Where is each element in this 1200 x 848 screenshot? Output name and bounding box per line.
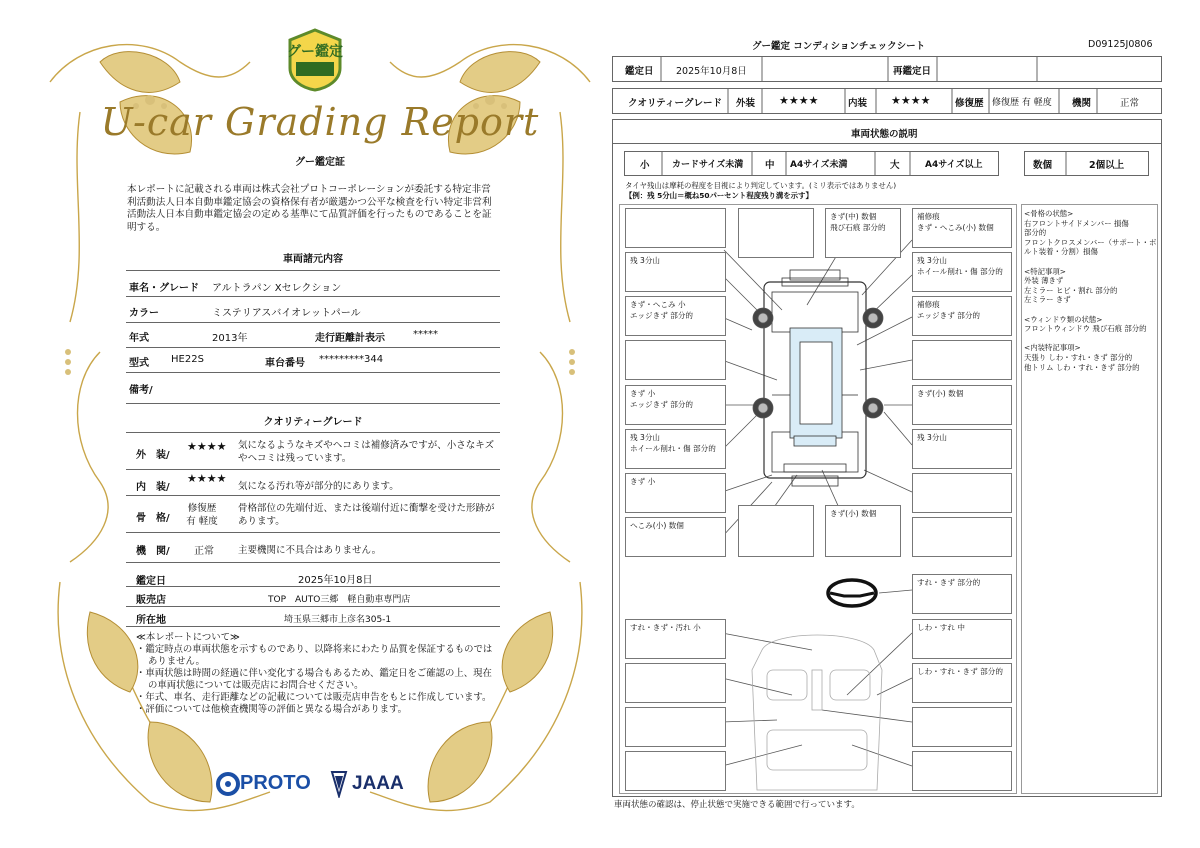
proto-logo-text: PROTO bbox=[240, 772, 311, 794]
quality-label: 外 装/ bbox=[136, 450, 170, 461]
remarks-line: 部分的 bbox=[1024, 228, 1047, 238]
frame-desc: 骨格部位の先端付近、または後端付近に衝撃を受けた形跡があります。 bbox=[238, 503, 495, 527]
engine-value: 正常 bbox=[1120, 98, 1140, 109]
interior-stars: ★★★★ bbox=[187, 472, 227, 485]
callout-box bbox=[625, 707, 726, 747]
callout-box bbox=[738, 505, 814, 557]
callout-box: きず・へこみ 小 エッジきず 部分的 bbox=[625, 296, 726, 336]
callout-box: きず 小 エッジきず 部分的 bbox=[625, 385, 726, 425]
remarks-line: <内装特記事項> bbox=[1024, 343, 1081, 353]
goo-appraisal-badge-icon bbox=[286, 28, 344, 92]
jaaa-logo-text: JAAA bbox=[352, 773, 404, 794]
callout-box: 補修痕 きず・へこみ(小) 数個 bbox=[912, 208, 1012, 248]
checksheet-title: グー鑑定 コンディションチェックシート bbox=[752, 41, 926, 52]
remarks-line: フロントウィンドウ 飛び石痕 部分的 bbox=[1024, 324, 1147, 334]
callout-box: 残 3分山 bbox=[625, 252, 726, 292]
color-value: ミステリアスバイオレットパール bbox=[212, 308, 361, 319]
color-label: カラー bbox=[129, 308, 159, 319]
exterior-label: 外装 bbox=[736, 98, 756, 109]
remarks-line: 右フロントサイドメンバー 損傷 bbox=[1024, 218, 1129, 228]
callout-box: 残 3分山 ホイール削れ・傷 部分的 bbox=[912, 252, 1012, 292]
remarks-line: <特記事項> bbox=[1024, 266, 1066, 276]
divider bbox=[612, 143, 1162, 144]
callout-box: きず(小) 数個 bbox=[825, 505, 901, 557]
remarks-line: 天張り しわ・すれ・きず 部分的 bbox=[1024, 352, 1133, 362]
callout-box: 補修痕 エッジきず 部分的 bbox=[912, 296, 1012, 336]
certificate-heading: グー鑑定証 bbox=[295, 157, 345, 168]
remarks-line: 外装 薄きず bbox=[1024, 276, 1064, 286]
vehicle-heading: 車両諸元内容 bbox=[283, 254, 343, 265]
report-title: U-car Grading Report bbox=[100, 100, 540, 144]
remarks-line: <ウィンドウ類の状態> bbox=[1024, 314, 1103, 324]
remarks-line: 左ミラー ヒビ・割れ 部分的 bbox=[1024, 285, 1118, 295]
address-label: 所在地 bbox=[136, 615, 166, 626]
callout-box bbox=[625, 340, 726, 380]
remarks-line bbox=[1024, 257, 1162, 267]
size-medium-label: 中 bbox=[765, 160, 775, 171]
size-medium-desc: A4サイズ未満 bbox=[790, 160, 848, 170]
notes bbox=[136, 632, 496, 716]
vehicle-name-value: アルトラパン Xセレクション bbox=[212, 283, 342, 294]
tire-note-example: 【例：残 5分山＝概ね50パーセント程度残り溝を示す】 bbox=[625, 191, 813, 200]
divider bbox=[126, 606, 500, 607]
exterior-desc: 気になるようなキズやヘコミは補修済みですが、小さなキズやヘコミは残っています。 bbox=[238, 440, 495, 464]
proto-logo-icon bbox=[216, 772, 240, 796]
year-label: 年式 bbox=[129, 333, 149, 344]
remarks-line: 左ミラー きず bbox=[1024, 295, 1071, 305]
callout-box: きず(小) 数個 bbox=[912, 385, 1012, 425]
repair-value: 修復歴 有 軽度 bbox=[992, 98, 1052, 108]
footer-logos bbox=[216, 770, 476, 800]
callout-box: すれ・きず・汚れ 小 bbox=[625, 619, 726, 659]
callout-box: きず(中) 数個 飛び石痕 部分的 bbox=[825, 208, 901, 258]
remarks-label: 備考/ bbox=[129, 385, 153, 396]
size-small-label: 小 bbox=[640, 160, 650, 171]
callout-box bbox=[738, 208, 814, 258]
certificate-text: 本レポートに記載される車両は株式会社プロトコーポレーションが委託する特定非営利活動法人日本自動車鑑定協会の資格保有者が厳選かつ公平な検査を行い特定非営利活動法人日本自動車鑑定協会の定める基準にて品質評価を行ったものであることを証明する。 bbox=[127, 184, 492, 233]
remarks-line bbox=[1024, 305, 1162, 315]
callout-box bbox=[625, 663, 726, 703]
vehicle-name-label: 車名・グレード bbox=[129, 283, 199, 294]
quality-label: 機 関/ bbox=[136, 546, 170, 557]
remarks-line: フロントクロスメンバー（サポート・ボルト装着・分割）損傷 bbox=[1024, 237, 1157, 257]
tire-note: タイヤ残山は摩耗の程度を目視により判定しています。(ミリ表示ではありません) bbox=[625, 181, 897, 190]
callout-box: きず 小 bbox=[625, 473, 726, 513]
appraisal-date-label: 鑑定日 bbox=[136, 576, 166, 587]
remarks-line bbox=[1024, 334, 1162, 344]
shop-name: TOP AUTO三郷 軽自動車専門店 bbox=[268, 595, 411, 605]
jaaa-logo-icon bbox=[328, 770, 350, 798]
callout-box bbox=[912, 751, 1012, 791]
note-item: ・鑑定時点の車両状態を示すものであり、以降将来にわたり品質を保証するものではありません。 bbox=[136, 644, 493, 667]
quality-label: 骨 格/ bbox=[136, 513, 170, 524]
reappraisal-label: 再鑑定日 bbox=[893, 66, 932, 77]
appraisal-date: 2025年10月8日 bbox=[298, 575, 373, 586]
note-item: ・評価については他検査機関等の評価と異なる場合があります。 bbox=[136, 704, 407, 715]
mileage-label: 走行距離計表示 bbox=[315, 333, 385, 344]
grading-report-certificate bbox=[40, 22, 600, 832]
year-value: 2013年 bbox=[212, 333, 248, 344]
divider bbox=[126, 347, 500, 348]
callout-box: 残 3分山 ホイール削れ・傷 部分的 bbox=[625, 429, 726, 469]
model-value: HE22S bbox=[171, 354, 204, 365]
divider bbox=[126, 372, 500, 373]
exterior-stars: ★★★★ bbox=[187, 440, 227, 453]
exterior-stars: ★★★★ bbox=[779, 94, 819, 107]
footer-note: 車両状態の確認は、停止状態で実施できる範囲で行っています。 bbox=[614, 800, 860, 810]
note-item: ・車両状態は時間の経過に伴い変化する場合もあるため、鑑定日をご確認の上、現在の車両状態については販売店にお問合せください。 bbox=[136, 668, 492, 691]
quality-label: 内 装/ bbox=[136, 482, 170, 493]
model-label: 型式 bbox=[129, 358, 149, 369]
interior-label: 内装 bbox=[848, 98, 868, 109]
address: 埼玉県三郷市上彦名305-1 bbox=[284, 615, 392, 625]
size-large-label: 大 bbox=[890, 160, 900, 171]
divider bbox=[126, 296, 500, 297]
document-id: D09125J0806 bbox=[1088, 39, 1153, 50]
date-value: 2025年10月8日 bbox=[676, 66, 747, 77]
callout-box bbox=[912, 473, 1012, 513]
interior-desc: 気になる汚れ等が部分的にあります。 bbox=[238, 481, 399, 492]
callout-box bbox=[912, 340, 1012, 380]
callout-box bbox=[625, 208, 726, 248]
divider bbox=[126, 432, 500, 433]
divider bbox=[126, 586, 500, 587]
grade-label: クオリティーグレード bbox=[628, 98, 723, 109]
remarks-line: 他トリム しわ・すれ・きず 部分的 bbox=[1024, 362, 1140, 372]
count-desc: 2個以上 bbox=[1089, 160, 1125, 171]
size-large-desc: A4サイズ以上 bbox=[925, 160, 983, 170]
count-label: 数個 bbox=[1033, 160, 1053, 171]
remarks-line: <骨格の状態> bbox=[1024, 209, 1074, 218]
engine-value: 正常 bbox=[194, 546, 214, 557]
callout-box: しわ・すれ・きず 部分的 bbox=[912, 663, 1012, 703]
callout-box bbox=[912, 707, 1012, 747]
callout-box bbox=[912, 517, 1012, 557]
date-label: 鑑定日 bbox=[625, 66, 654, 77]
interior-stars: ★★★★ bbox=[891, 94, 931, 107]
repair-label: 修復歴 bbox=[955, 98, 984, 109]
divider bbox=[126, 562, 500, 563]
chassis-label: 車台番号 bbox=[265, 358, 305, 369]
mileage-value: ***** bbox=[413, 329, 438, 340]
divider bbox=[126, 403, 500, 404]
badge-logo-text: グー鑑定 bbox=[287, 44, 343, 60]
callout-box bbox=[625, 751, 726, 791]
frame-value: 修復歴 有 軽度 bbox=[186, 503, 218, 527]
divider bbox=[126, 469, 500, 470]
note-item: ・年式、車名、走行距離などの記載については販売店申告をもとに作成しています。 bbox=[136, 692, 492, 703]
size-small-desc: カードサイズ未満 bbox=[672, 160, 744, 170]
divider bbox=[126, 495, 500, 496]
engine-label: 機関 bbox=[1072, 98, 1092, 109]
divider bbox=[126, 270, 500, 271]
condition-heading: 車両状態の説明 bbox=[851, 129, 918, 140]
divider bbox=[126, 626, 500, 627]
shop-label: 販売店 bbox=[136, 595, 166, 606]
divider bbox=[126, 532, 500, 533]
callout-box: しわ・すれ 中 bbox=[912, 619, 1012, 659]
quality-heading: クオリティーグレード bbox=[263, 417, 363, 428]
callout-box: すれ・きず 部分的 bbox=[912, 574, 1012, 614]
callout-box: 残 3分山 bbox=[912, 429, 1012, 469]
engine-desc: 主要機関に不具合はありません。 bbox=[238, 545, 382, 556]
divider bbox=[126, 322, 500, 323]
chassis-value: *********344 bbox=[319, 354, 384, 365]
notes-heading: ≪本レポートについて≫ bbox=[136, 632, 240, 643]
remarks-list bbox=[1024, 209, 1162, 372]
callout-box: へこみ(小) 数個 bbox=[625, 517, 726, 557]
